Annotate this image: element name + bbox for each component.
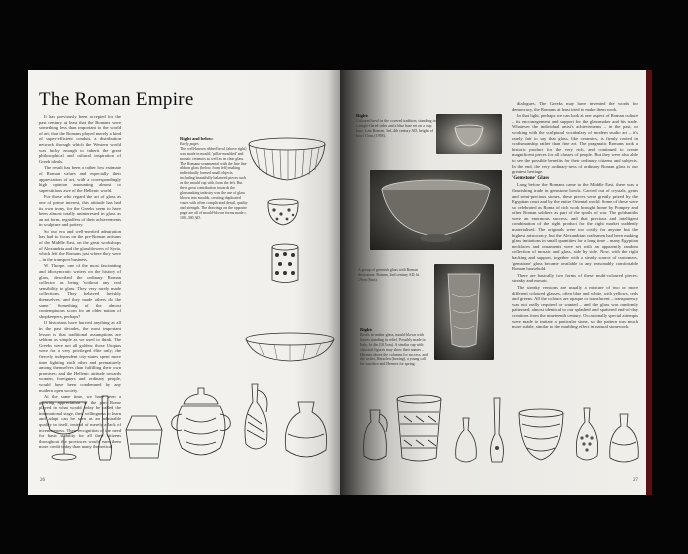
small-jug-illustration bbox=[360, 408, 390, 468]
ribbed-bowl-illustration bbox=[246, 136, 328, 184]
glass-cup-icon bbox=[436, 114, 502, 154]
slim-flask-illustration bbox=[486, 396, 508, 468]
caption-heading: Right and below: bbox=[180, 137, 214, 141]
paragraph: At the same time, we have seen a growing appreciation of the part Rome played in what would today be called the international stage, their willingness to learn and adapt can be seen as an admirable quality in itself, instead of merely a lack of inventiveness. Their recognition of the need for basic stability for all their citizens throughout the provinces would earn them more credit today than many theoretical bbox=[39, 394, 121, 450]
left-page bbox=[28, 70, 340, 495]
goblet-illustration bbox=[40, 400, 88, 464]
paragraph: W. Thorpe, one of the most fascinating and idiosyncratic writers on the history of glass, described the ordinary Roman collector as being 'without any real sensibility to glass. They very rarely made collections. They behaved lavishly themselves, and they made others do the same.' Something of the almost contemptuous scorn for an older nation of shopkeepers, perhaps? bbox=[39, 263, 121, 319]
paragraph: The result has been a rather low estimate of Roman values and especially their appreciation of art, with a correspondingly high opinion amounting almost to superstitious awe of the Hellenic world. bbox=[39, 165, 121, 193]
page-number: 27 bbox=[633, 478, 638, 483]
mosaic-jar-illustration bbox=[268, 242, 302, 286]
caption-text: The well-known ribbed bowl (above right) was made in mould, 'pillar-moulded' and mosaic ceramics as well as in clear glass. The Romano-ornamental with the fine line ribbon glass (below, from left) making individually formed small objects, including beautifully balanced pieces such as the mould cup with from the left. But their great contribution towards the glassmaking industry was the use of glass blown into moulds, creating duplicated vases with often complicated detail, quality and strength. The drawings on the opposite page are all of mould-blown forms made c. 100–300 AD. bbox=[180, 146, 248, 220]
glass-bowl-photo bbox=[436, 114, 502, 154]
grape-flask-illustration bbox=[572, 406, 602, 468]
page-title: The Roman Empire bbox=[39, 89, 194, 110]
paragraph: dialogues. The Greeks may have invented the words for democracy, the Romans at least tried to make them work. bbox=[512, 101, 638, 112]
cup-icon bbox=[434, 264, 494, 360]
section-heading: 'Gemstone' Glass bbox=[512, 175, 550, 181]
shallow-dish-illustration bbox=[244, 332, 336, 364]
right-page bbox=[340, 70, 652, 495]
paragraph: For those who regard the art of glass as one of prime interest, this attitude has had its own irony, for the Greeks seem to have been almost totally uninterested in glass as an art form, regardless of their achievements in sculpture and pottery. bbox=[39, 194, 121, 228]
paragraph: If historians have hurried anything at all in the past decades, the most important lesson is that traditional assumptions are seldom as simple as we used to think. The Greeks were not all golden; those Utopias were for a very privileged élite only; the fiercely independent city-states spent more time fighting each other and prematurely among themselves than fulfilling their own promises; and the Hellenic attitude towards women, foreigners and ordinary people, would have been condemned by any modern open society. bbox=[39, 320, 121, 393]
figure-caption bbox=[358, 268, 422, 298]
tall-flask-illustration bbox=[94, 394, 116, 466]
page-number: 26 bbox=[40, 478, 45, 483]
beaker-illustration bbox=[394, 394, 444, 466]
figure-caption bbox=[356, 114, 436, 160]
paragraph: So our era and well-merited admiration has had to focus on the pre-Roman artisans of the Middle East, on the great workshops of Alexandria and the glassblowers of Syria, which left the Romans just where they were – in the transport business. bbox=[39, 228, 121, 262]
caption-text: Bowls in amber glass, mould blown with leaves standing in relief. Possibly made in Italy, ht 4in (10.5cm). A similar cup with classical figures may show their names – Hermes above the columns for success, and the writer, Heraclea (boxing), a young calf for sacrifice and Hermes for spring. bbox=[360, 332, 428, 367]
lidded-urn-illustration bbox=[168, 386, 234, 468]
tall-cup-photo bbox=[434, 264, 494, 360]
body-column bbox=[512, 101, 638, 411]
squat-vase-illustration bbox=[280, 400, 332, 466]
paragraph: In that light, perhaps we can look at one aspect of Roman culture – its encouragement and support for the glassmaker and his trade. Whatever the individual artist's achievements – in the past, or working with the sculptural vocabulary of modern studio art – it's rarely fair to say that glass, like ceramics, is firmly rooted in craftsmanship rather than fine art. The pragmatic Romans took a historic product for the very rich, and continued to create magnificent pieces for all classes of people. But they were also able to see the possible benefits for their ordinary citizens and subjects. In the end, the very ordinary-ness of ordinary Roman glass is our greatest heritage. bbox=[512, 113, 638, 175]
ewer-illustration bbox=[238, 382, 274, 466]
mosaic-cup-illustration bbox=[265, 198, 301, 228]
paragraph: The streaky versions are usually a mixture of two or more different coloured glasses, often blue and white, with yellows, reds and greens. All the colours are opaque or translucent – transparency was not really required or wanted – and the glass was randomly patterned, almost identical to our splashed and spattered end-of-day creations from the nineteenth century. Occasionally special attempts were made to imitate a particular stone, so the pattern was much more subtle, similar to the marbling effect in natural stonework. bbox=[512, 285, 638, 330]
ribbed-cup-illustration bbox=[516, 408, 566, 466]
paragraph: Long before the Romans came to the Middle East, there was a flourishing trade in gemstone bowls. Carved out of crystals, gems and semi-precious stones, these pieces were greatly prized by the Egyptian court and by the entire Oriental world. Some of these were so celebrated as Roma of rich work brought home by Pompey and other Roman soldiers as part of the spoils of war. The goldsmiths were an enormous success, and that precious and intelligent combination of the right product for the right market suddenly materialised. The originals were too costly for anyone but the highest aristocracy, but the Alexandrian craftsmen had been making glass imitations in small quantities for a long time – many Egyptian necklaces and ornaments were set with an apparently random collection of mosaic and glass, side by side. Now, with the right backing and support, together with a steady source of customers, 'gemstone' glass became available to any reasonably comfortable Roman household. bbox=[512, 182, 638, 272]
caption-heading: Right: bbox=[360, 328, 373, 332]
caption-subheading: Early pages bbox=[180, 141, 199, 146]
paragraph: It has previously been accepted for the past century at least that the Romans were something less than important to the world of art; that the Romans played merely a kind of super-efficient conduit, a distribution network through which the Western world was lucky enough to inherit the great philosophical and cultural inspiration of Greek ideals. bbox=[39, 114, 121, 164]
conical-bottle-illustration bbox=[606, 412, 642, 468]
caption-heading: Right: bbox=[356, 114, 369, 118]
figure-caption bbox=[180, 137, 248, 287]
figure-caption bbox=[360, 328, 430, 404]
hexagonal-jar-illustration bbox=[122, 412, 166, 464]
open-book bbox=[22, 70, 658, 495]
page-edge bbox=[646, 70, 652, 495]
bulb-vase-illustration bbox=[452, 416, 480, 468]
bowl-icon bbox=[370, 170, 502, 250]
caption-text: A group of greenish glass with Roman decoration. Roman, 2nd century AD, ht 19cm (6ins). bbox=[358, 268, 420, 282]
paragraph: There are basically two forms of these multi-coloured pieces: streaky and mosaic. bbox=[512, 272, 638, 284]
large-bowl-photo bbox=[370, 170, 502, 250]
caption-text: Coloured bowl in the covered tradition, standing in a single-flared sides and a blue base set on a cup base. Late Roman, 3rd–4th century AD, height of bowl 15cm (1958). bbox=[356, 118, 436, 138]
